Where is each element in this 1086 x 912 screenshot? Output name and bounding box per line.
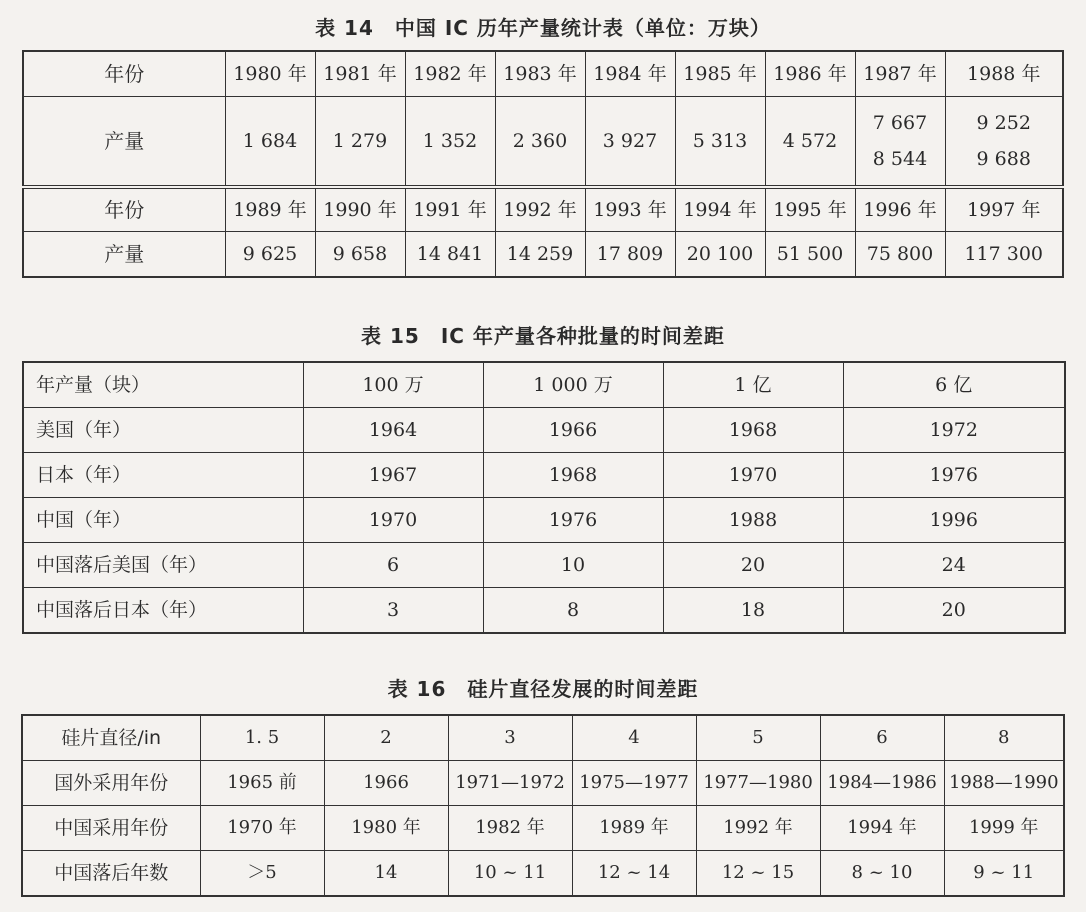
table-cell: 1970 xyxy=(303,498,483,543)
row-label: 中国落后年数 xyxy=(22,851,200,897)
table-cell: 1989 年 xyxy=(572,806,696,851)
output-value: 9 252 xyxy=(976,112,1031,134)
table-cell: 1966 xyxy=(483,408,663,453)
table-cell: 18 xyxy=(663,588,843,634)
column-header: 1. 5 xyxy=(200,715,324,761)
year-cell: 1995 年 xyxy=(765,187,855,232)
year-cell: 1993 年 xyxy=(585,187,675,232)
table-cell: 1964 xyxy=(303,408,483,453)
year-cell: 1986 年 xyxy=(765,51,855,97)
column-header: 1 000 万 xyxy=(483,362,663,408)
year-cell: 1984 年 xyxy=(585,51,675,97)
table-cell: 1977—1980 xyxy=(696,761,820,806)
table-cell: 1966 xyxy=(324,761,448,806)
column-header: 6 亿 xyxy=(843,362,1065,408)
year-cell: 1989 年 xyxy=(225,187,315,232)
table-cell: 20 xyxy=(843,588,1065,634)
output-cell: 9 625 xyxy=(225,232,315,278)
output-cell: 2 360 xyxy=(495,97,585,188)
year-cell: 1981 年 xyxy=(315,51,405,97)
year-cell: 1992 年 xyxy=(495,187,585,232)
table-cell: 24 xyxy=(843,543,1065,588)
table-cell: 1972 xyxy=(843,408,1065,453)
year-cell: 1994 年 xyxy=(675,187,765,232)
column-header: 5 xyxy=(696,715,820,761)
table-cell: 1965 前 xyxy=(200,761,324,806)
table-row xyxy=(23,97,1063,188)
table-cell: 9 ~ 11 xyxy=(944,851,1064,897)
row-label-year: 年份 xyxy=(23,187,225,232)
table-cell: 10 xyxy=(483,543,663,588)
year-cell: 1982 年 xyxy=(405,51,495,97)
output-value: 7 667 xyxy=(872,112,928,134)
table-cell: 8 xyxy=(483,588,663,634)
table14-caption: 表 14 中国 IC 历年产量统计表（单位：万块） xyxy=(315,16,771,40)
table-cell: 1970 年 xyxy=(200,806,324,851)
table-cell: 1994 年 xyxy=(820,806,944,851)
table-cell: 1984—1986 xyxy=(820,761,944,806)
table-16 xyxy=(21,714,1065,897)
output-cell: 4 572 xyxy=(765,97,855,188)
output-cell: 1 684 xyxy=(225,97,315,188)
output-cell: 1 279 xyxy=(315,97,405,188)
column-header: 2 xyxy=(324,715,448,761)
table-cell: 1968 xyxy=(483,453,663,498)
table-cell: 1980 年 xyxy=(324,806,448,851)
table-cell: 1975—1977 xyxy=(572,761,696,806)
output-cell: 51 500 xyxy=(765,232,855,278)
column-header: 1 亿 xyxy=(663,362,843,408)
table-cell: 1976 xyxy=(843,453,1065,498)
column-header: 4 xyxy=(572,715,696,761)
output-cell: 1 352 xyxy=(405,97,495,188)
table15-caption: 表 15 IC 年产量各种批量的时间差距 xyxy=(361,324,725,348)
table-cell: 14 xyxy=(324,851,448,897)
table-cell: 20 xyxy=(663,543,843,588)
table16-caption: 表 16 硅片直径发展的时间差距 xyxy=(387,677,699,701)
output-cell: 14 841 xyxy=(405,232,495,278)
table-row xyxy=(23,543,1065,588)
table-cell: 1971—1972 xyxy=(448,761,572,806)
column-header: 100 万 xyxy=(303,362,483,408)
year-cell: 1987 年 xyxy=(855,51,945,97)
table-cell: 1992 年 xyxy=(696,806,820,851)
header-label: 年产量（块） xyxy=(23,362,303,408)
table-row xyxy=(22,761,1064,806)
table-cell: 3 xyxy=(303,588,483,634)
table-cell: 1967 xyxy=(303,453,483,498)
output-value: 9 688 xyxy=(976,148,1031,170)
table-row xyxy=(23,232,1063,278)
row-label: 国外采用年份 xyxy=(22,761,200,806)
table-row xyxy=(23,187,1063,232)
row-label: 美国（年） xyxy=(23,408,303,453)
output-cell-1988 xyxy=(945,97,1063,188)
column-header: 8 xyxy=(944,715,1064,761)
table-row xyxy=(22,806,1064,851)
table-row xyxy=(23,498,1065,543)
table-cell: 12 ~ 14 xyxy=(572,851,696,897)
year-cell: 1990 年 xyxy=(315,187,405,232)
table-cell: ＞5 xyxy=(200,851,324,897)
table-cell: 1976 xyxy=(483,498,663,543)
output-cell: 9 658 xyxy=(315,232,405,278)
table-header-row xyxy=(23,362,1065,408)
table-15 xyxy=(22,361,1066,634)
row-label-output: 产量 xyxy=(23,97,225,188)
table-cell: 1988 xyxy=(663,498,843,543)
output-value: 8 544 xyxy=(872,148,928,170)
output-cell: 3 927 xyxy=(585,97,675,188)
table-cell: 12 ~ 15 xyxy=(696,851,820,897)
output-cell: 14 259 xyxy=(495,232,585,278)
year-cell: 1983 年 xyxy=(495,51,585,97)
column-header: 6 xyxy=(820,715,944,761)
row-label: 中国采用年份 xyxy=(22,806,200,851)
output-cell-1987 xyxy=(855,97,945,188)
column-header: 3 xyxy=(448,715,572,761)
table-cell: 1982 年 xyxy=(448,806,572,851)
row-label: 中国落后日本（年） xyxy=(23,588,303,634)
table-cell: 1968 xyxy=(663,408,843,453)
year-cell: 1996 年 xyxy=(855,187,945,232)
table-row xyxy=(23,408,1065,453)
table-cell: 8 ~ 10 xyxy=(820,851,944,897)
table-row xyxy=(23,51,1063,97)
table-14 xyxy=(22,50,1064,278)
table-cell: 1970 xyxy=(663,453,843,498)
table-cell: 10 ~ 11 xyxy=(448,851,572,897)
table-header-row xyxy=(22,715,1064,761)
table-row xyxy=(23,588,1065,634)
year-cell: 1988 年 xyxy=(945,51,1063,97)
year-cell: 1997 年 xyxy=(945,187,1063,232)
row-label-year: 年份 xyxy=(23,51,225,97)
output-cell: 17 809 xyxy=(585,232,675,278)
row-label-output: 产量 xyxy=(23,232,225,278)
year-cell: 1980 年 xyxy=(225,51,315,97)
table-cell: 6 xyxy=(303,543,483,588)
table-cell: 1988—1990 xyxy=(944,761,1064,806)
output-cell: 117 300 xyxy=(945,232,1063,278)
table-cell: 1999 年 xyxy=(944,806,1064,851)
output-cell: 20 100 xyxy=(675,232,765,278)
table-row xyxy=(22,851,1064,897)
year-cell: 1985 年 xyxy=(675,51,765,97)
table-cell: 1996 xyxy=(843,498,1065,543)
header-label: 硅片直径/in xyxy=(22,715,200,761)
year-cell: 1991 年 xyxy=(405,187,495,232)
output-cell: 5 313 xyxy=(675,97,765,188)
row-label: 中国（年） xyxy=(23,498,303,543)
row-label: 日本（年） xyxy=(23,453,303,498)
output-cell: 75 800 xyxy=(855,232,945,278)
row-label: 中国落后美国（年） xyxy=(23,543,303,588)
table-row xyxy=(23,453,1065,498)
